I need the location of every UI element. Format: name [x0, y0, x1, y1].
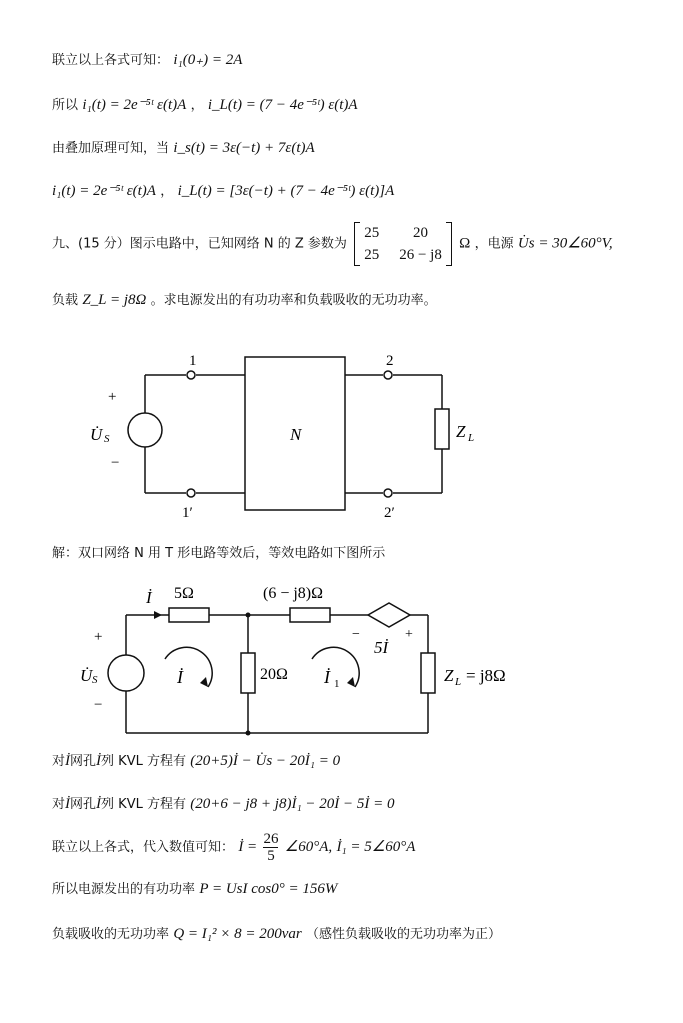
line-8 [52, 751, 340, 772]
variable: İ [96, 753, 102, 769]
line-11 [52, 879, 337, 900]
variable: İ [65, 796, 71, 812]
current-label: İ [146, 588, 152, 607]
line-4 [52, 181, 394, 202]
text: ，电源 [474, 236, 514, 252]
matrix-cell: 20 [413, 225, 429, 241]
source-sub: S [104, 433, 110, 445]
source-minus: − [94, 697, 103, 713]
formula: i₁(t) = 2e⁻⁵ᵗ ε(t)A [52, 183, 156, 199]
source-label: U̇ [80, 666, 93, 685]
line-1 [52, 50, 242, 71]
variable: İ [65, 753, 71, 769]
mesh-2-sub: 1 [334, 678, 340, 690]
unit: Ω [459, 235, 471, 252]
separator: ， [190, 98, 204, 113]
dep-source-minus: − [352, 627, 360, 642]
resistor-20-label: 20Ω [260, 666, 288, 683]
load-label: Z [444, 666, 454, 685]
equation: (20+6 − j8 + j8)İ₁ − 20İ − 5İ = 0 [190, 796, 395, 812]
source-plus: + [94, 629, 103, 645]
network-label: N [290, 425, 302, 444]
denominator: 5 [267, 848, 275, 864]
formula: i₁(0₊) = 2A [173, 52, 243, 68]
line-7 [52, 543, 385, 564]
impedance-label: (6 − j8)Ω [263, 585, 324, 602]
line-12 [52, 924, 501, 945]
text: 联立以上各式，代入数值可知： [52, 840, 235, 855]
dep-source-plus: + [405, 627, 413, 642]
line-3 [52, 138, 315, 159]
matrix-cell: 26 − j8 [399, 247, 442, 263]
matrix-cell: 25 [364, 247, 380, 263]
circuit-diagram-2 [80, 573, 550, 743]
source-label: U̇ [90, 425, 103, 444]
text: 对 [52, 754, 66, 769]
matrix-cell: 25 [364, 225, 380, 241]
formula: i_L(t) = (7 − 4e⁻⁵ᵗ) ε(t)A [207, 97, 358, 113]
port-2-prime-label: 2′ [384, 505, 395, 521]
source-plus: + [108, 389, 117, 405]
dep-source-label: 5İ [374, 638, 389, 657]
source-minus: − [111, 455, 120, 471]
line-9 [52, 794, 395, 815]
source-sub: S [92, 674, 98, 686]
load-sub: L [468, 432, 475, 444]
separator: ， [160, 184, 174, 199]
mesh-1-label: İ [177, 667, 183, 687]
text: 联立以上各式可知： [52, 53, 170, 68]
port-2-label: 2 [386, 353, 394, 369]
line-5 [52, 222, 613, 266]
solution-text: 解：双口网络 N 用 T 形电路等效后，等效电路如下图所示 [52, 546, 386, 561]
text: 由叠加原理可知，当 [52, 141, 170, 156]
text: 网孔 [70, 797, 97, 812]
z-matrix [354, 222, 452, 266]
load-label: Z [456, 422, 466, 441]
text: 列 KVL 方程有 [101, 797, 186, 812]
line-6 [52, 290, 437, 311]
formula: U̇s = 30∠60°V, [517, 235, 613, 252]
variable: İ [96, 796, 102, 812]
line-2 [52, 95, 358, 116]
note: （感性负载吸收的无功功率为正） [306, 927, 502, 942]
formula: Q = I₁² × 8 = 200var [173, 926, 302, 942]
load-sub: L [455, 676, 462, 688]
text: 列 KVL 方程有 [101, 754, 186, 769]
resistor-5-label: 5Ω [174, 585, 194, 602]
port-1-prime-label: 1′ [182, 505, 193, 521]
text: 。求电源发出的有功功率和负载吸收的无功功率。 [150, 293, 437, 308]
text: 负载吸收的无功功率 [52, 927, 170, 942]
formula: i_s(t) = 3ε(−t) + 7ε(t)A [173, 140, 315, 156]
text: 网孔 [70, 754, 97, 769]
formula: ∠60°A, [284, 839, 333, 855]
formula: i₁(t) = 2e⁻⁵ᵗ ε(t)A [82, 97, 187, 113]
formula: P = UsI cos0° = 156W [199, 881, 338, 897]
text: 负载 [52, 293, 79, 308]
mesh-2-label: İ [324, 667, 330, 687]
variable: İ = [238, 839, 258, 855]
problem-text: 九、(15 分）图示电路中，已知网络 N 的 Z 参数为 [52, 236, 347, 252]
port-1-label: 1 [189, 353, 197, 369]
formula: Z_L = j8Ω [82, 292, 147, 308]
equation: (20+5)İ − U̇s − 20İ₁ = 0 [190, 753, 341, 769]
numerator: 26 [263, 831, 279, 847]
text: 所以电源发出的有功功率 [52, 882, 196, 897]
load-value: = j8Ω [466, 666, 506, 685]
text: 所以 [52, 98, 79, 113]
fraction [263, 831, 278, 864]
formula: i_L(t) = [3ε(−t) + (7 − 4e⁻⁵ᵗ) ε(t)]A [177, 183, 395, 199]
line-10 [52, 830, 415, 865]
formula: İ₁ = 5∠60°A [336, 839, 416, 855]
circuit-diagram-1 [80, 345, 500, 525]
text: 对 [52, 797, 66, 812]
